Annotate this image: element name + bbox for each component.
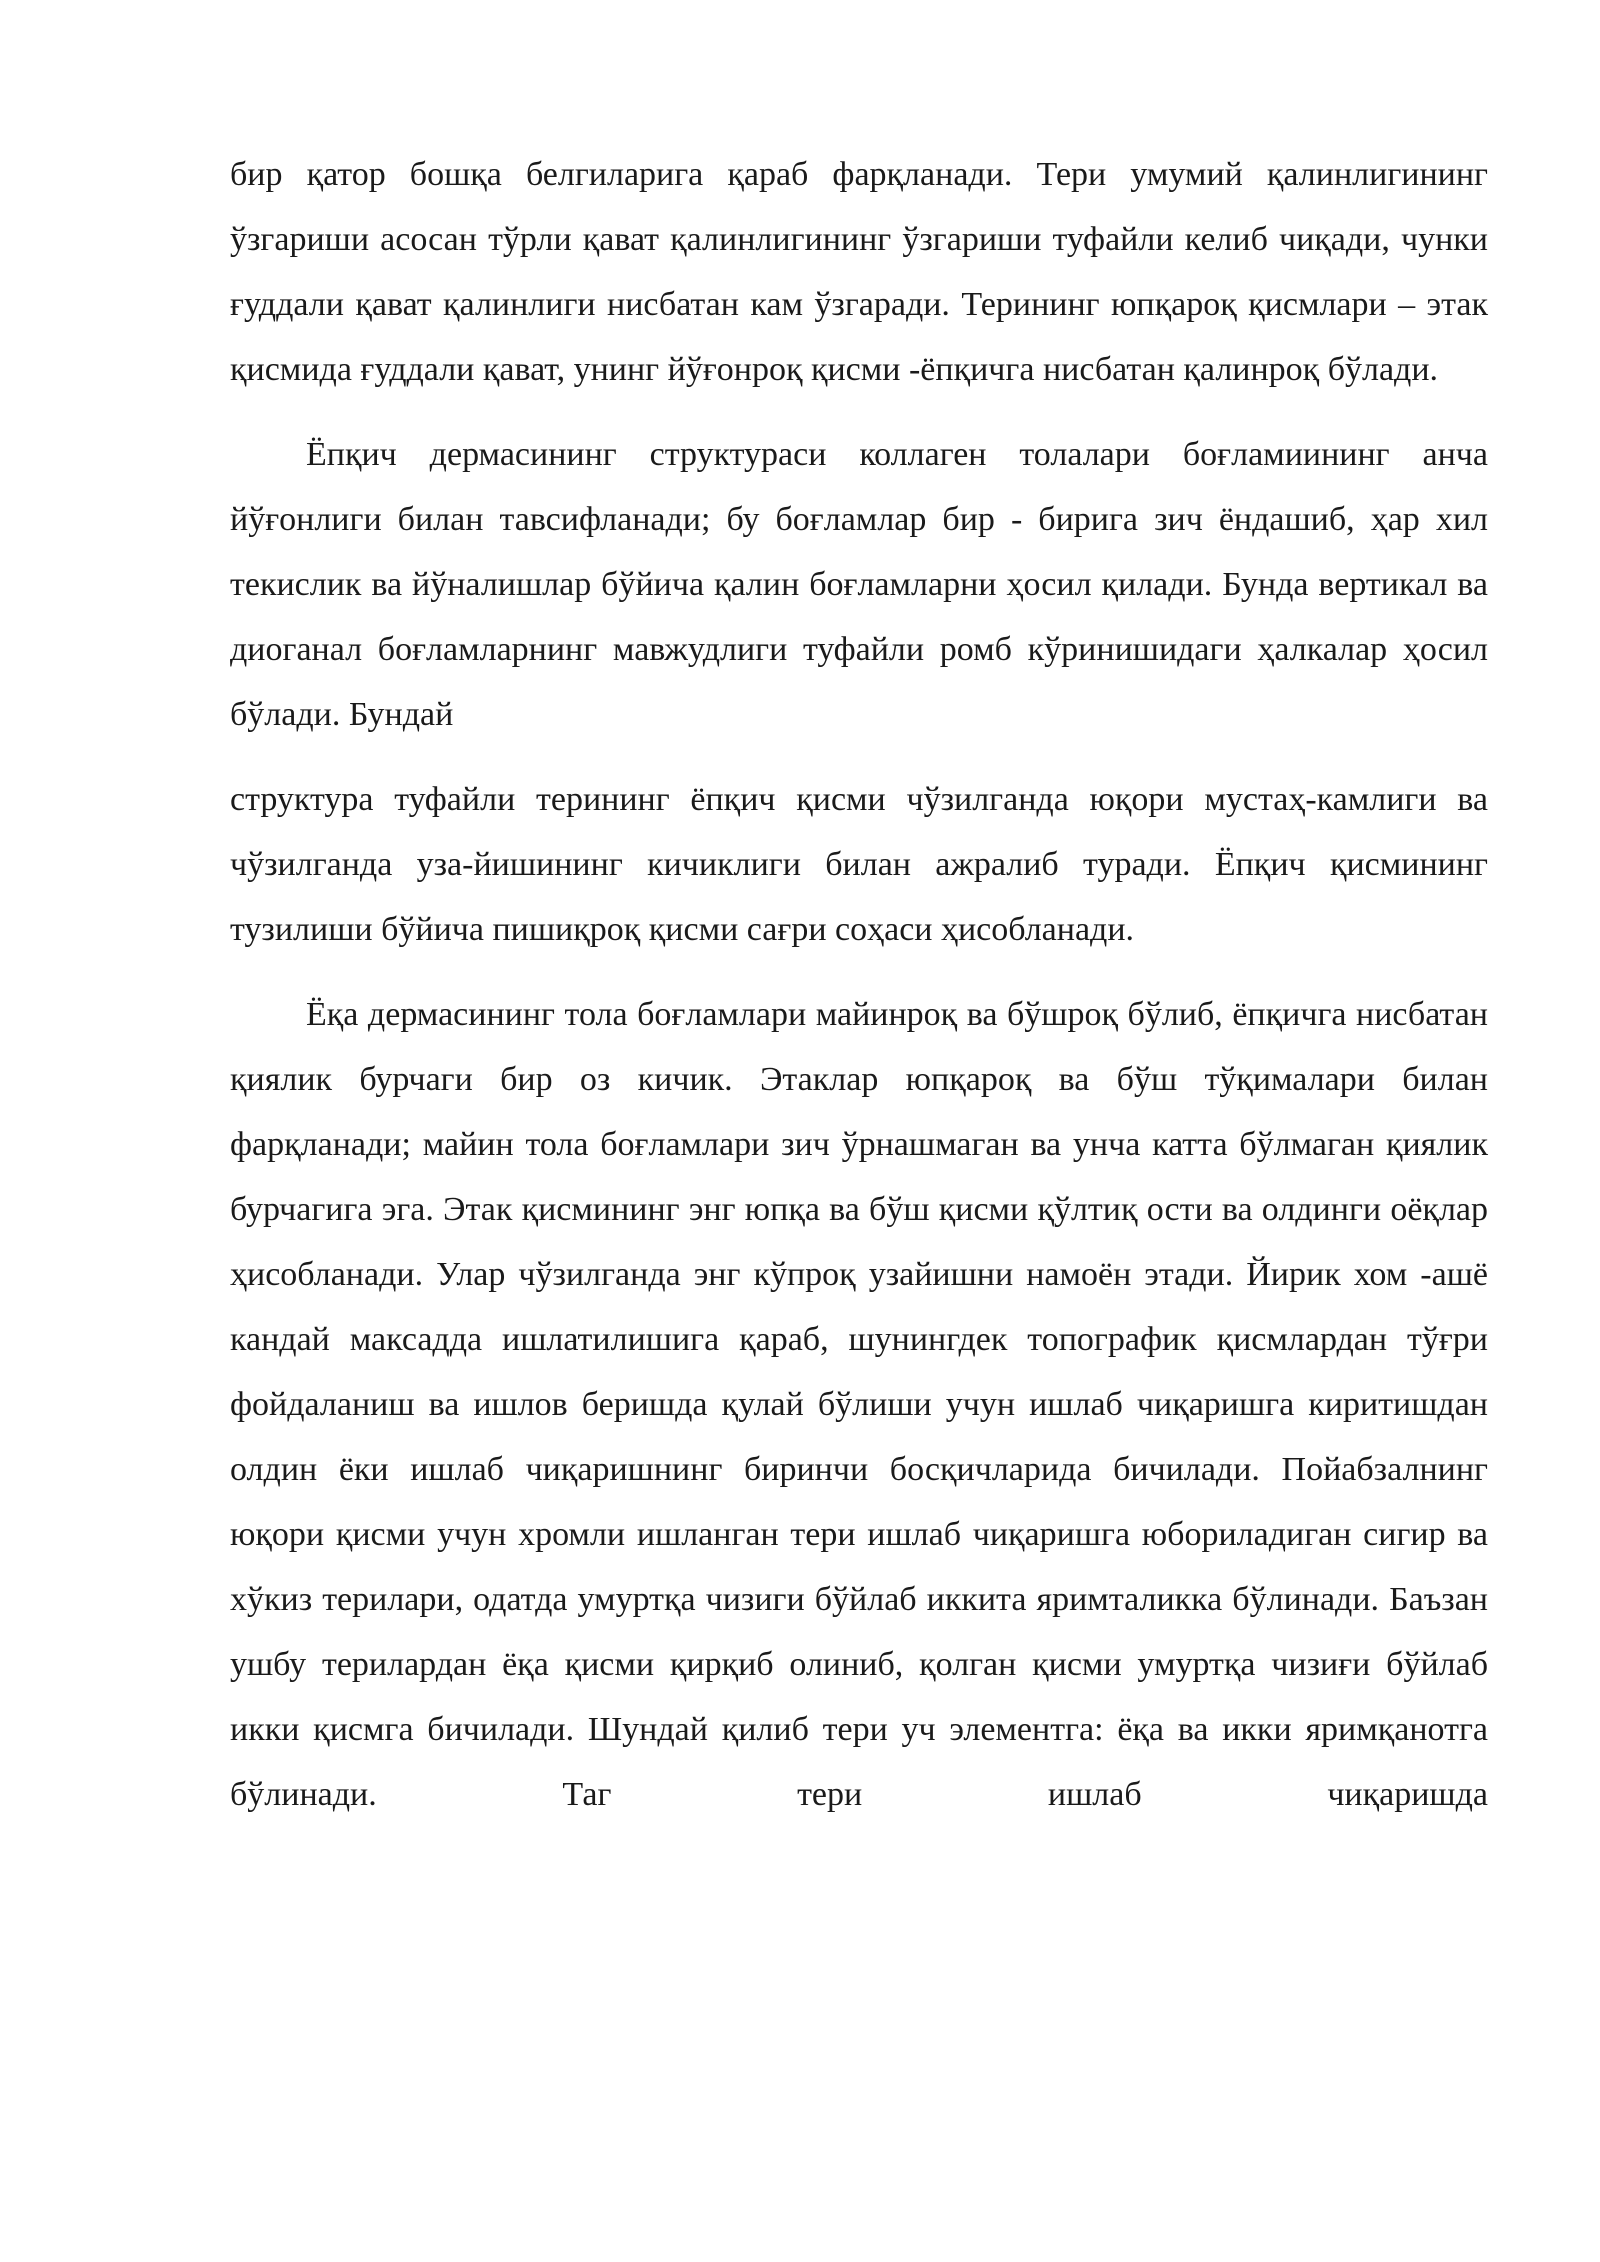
paragraph-1: бир қатор бошқа белгиларига қараб фарқланади. Тери умумий қалинлигининг ўзгариши асосан тўрли қават қалинлигининг ўзгариши туфайли келиб чиқади, чунки ғуддали қават қалинлиги нисбатан кам ўзгаради. Терининг юпқароқ қисмлари – этак қисмида ғуддали қават, унинг йўғонроқ қисми -ёпқичга нисбатан қалинроқ бўлади. [230,156,1488,388]
document-body [230,142,1488,1827]
paragraph-3: структура туфайли терининг ёпқич қисми чўзилганда юқори мустаҳ-камлиги ва чўзилганда уза-йишининг кичиклиги билан ажралиб туради. Ёпқич қисмининг тузилиши бўйича пишиқроқ қисми сағри соҳаси ҳисобланади. [230,781,1488,948]
paragraph-2: Ёпқич дермасининг структураси коллаген толалари боғламиининг анча йўғонлиги билан тавсифланади; бу боғламлар бир - бирига зич ёндашиб, ҳар хил текислик ва йўналишлар бўйича қалин боғламларни ҳосил қилади. Бунда вертикал ва диоганал боғламларнинг мавжудлиги туфайли ромб кўринишидаги ҳалкалар ҳосил бўлади. Бундай [230,436,1488,733]
paragraph-4: Ёқа дермасининг тола боғламлари майинроқ ва бўшроқ бўлиб, ёпқичга нисбатан қиялик бурчаги бир оз кичик. Этаклар юпқароқ ва бўш тўқималари билан фарқланади; майин тола боғламлари зич ўрнашмаган ва унча катта бўлмаган қиялик бурчагига эга. Этак қисмининг энг юпқа ва бўш қисми қўлтиқ ости ва олдинги оёқлар ҳисобланади. Улар чўзилганда энг кўпроқ узайишни намоён этади. Йирик хом -ашё кандай максадда ишлатилишига қараб, шунингдек топографик қисмлардан тўғри фойдаланиш ва ишлов беришда қулай бўлиши учун ишлаб чиқаришга киритишдан олдин ёки ишлаб чиқаришнинг биринчи босқичларида бичилади. Пойабзалнинг юқори қисми учун хромли ишланган тери ишлаб чиқаришга юбориладиган сигир ва хўкиз терилари, одатда умуртқа чизиги бўйлаб иккита яримталикка бўлинади. Баъзан ушбу терилардан ёқа қисми қирқиб олиниб, қолган қисми умуртқа чизиғи бўйлаб икки қисмга бичилади. Шундай қилиб тери уч элементга: ёқа ва икки яримқанотга бўлинади. Таг тери ишлаб чиқаришда [230,996,1488,1813]
